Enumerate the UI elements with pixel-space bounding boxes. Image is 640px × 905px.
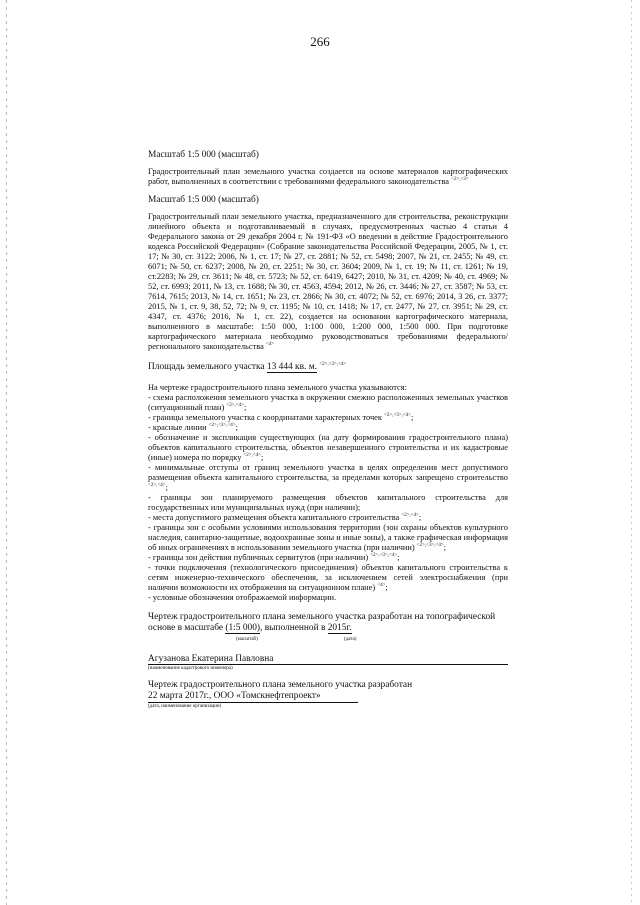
list-item: - схема расположения земельного участка в окружении смежно расположенных земельных участков (ситуационный план) $^{<2>,<4>}$; <box>148 393 508 412</box>
list-item: - границы зон с особыми условиями использования территории (зон охраны объектов культурного наследия, санитарно-защитные, водоохранные зоны и иные зоны), а также графическая информация об иных ограничениях в использовании земельного участка (при наличии) $^{<2>,<3>,<4>}$; <box>148 523 508 552</box>
topo-captions: (масштаб) (дата) <box>236 637 357 642</box>
list-item: - границы земельного участка с координатами характерных точек $^{<2>,<3>,<4>}$; <box>148 413 414 422</box>
drawing-list <box>148 383 508 603</box>
list-item: - красные линии $^{<2>,<3>,<4>}$; <box>148 423 238 432</box>
section2-text: Градостроительный план земельного участка, предназначенного для строительства, реконструкции линейного объекта и подготавливаемый в случаях, предусмотренных частью 4 статьи 4 Федерального закона от 29 декабря 2004 г. № 191-ФЗ «О введении в действие Градостроительного кодекса Российской Федерации» (Собрание законодательства Российской Федерации, 2005, № 1, ст. 17; № 30, ст. 3122; 2006, № 1, ст. 17; № 27, ст. 2881; № 52, ст. 5498; 2007, № 21, ст. 2455; № 49, ст. 6071; № 50, ст. 6237; 2008, № 20, ст. 2251; № 30, ст. 3604; 2009, № 1, ст. 19; № 11, ст. 1261; № 19, ст.2283; № 29, ст. 3611; № 48, ст. 5723; № 52, ст. 6419, 6427; 2010, № 31, ст. 4209; № 40, ст. 4969; № 52, ст. 6993; 2011, № 13, ст. 1688; № 30, ст. 4563, 4594; 2012, № 26, ст. 3446; № 27, ст. 3587; № 53, ст. 7614, 7615; 2013, № 14, ст. 1651; № 23, ст. 2866; № 30, ст. 4072; № 52, ст. 6976; 2014, 3 26, ст. 3377; 2015, № 1, ст. 9, 38, 52, 72; № 9, ст. 1195; № 10, ст. 1418; № 17, ст. 2477, № 27, ст. 3951; № 29, ст. 4347, ст. 4376; 2016, № 1, ст. 22), создается на основании картографического материала, выполненного в масштабе: 1:50 000, 1:100 000, 1:200 000, 1:500 000. При подготовке картографического материала необходимо руководствоваться требованиями федерального/регионального законодательства $^{<4>}$ <box>148 212 508 351</box>
topo-year-value: 2015г. <box>327 623 352 633</box>
developer-statement: Чертеж градостроительного плана земельного участка разработан 22 марта 2017г., ООО «Томскнефтепроект» (дата, наименование организации) <box>148 680 508 710</box>
topo-scale-value: (1:5 000) <box>225 623 261 633</box>
list-item: - точки подключения (технологического присоединения) объектов капитального строительства к сетям инженерно-технического обеспечения, за исключением сетей электроснабжения (при наличии возможности их отображения на ситуационном плане) $^{<4>}$; <box>148 563 508 592</box>
list-item: - обозначение и экспликация существующих (на дату формирования градостроительного плана) объектов капитального строительства, объектов незавершенного строительства и их кадастровые (иные) номера по порядку $^{<2>,<4>}$; <box>148 433 508 462</box>
document-body <box>148 150 508 710</box>
scale-heading-2: Масштаб 1:5 000 (масштаб) <box>148 195 259 205</box>
section1-text: Градостроительный план земельного участка создается на основе материалов картографических работ, выполненных в соответствии с требованиями федерального законодательства $^{<2>,<3>}$ <box>148 167 508 186</box>
area-sup: <2>,<3>,<4> <box>319 361 347 367</box>
scan-edge-right <box>631 0 632 905</box>
list-item: - границы зон планируемого размещения объектов капитального строительства для государственных или муниципальных нужд (при наличии); <box>148 493 508 512</box>
list-item: - границы зон действия публичных сервитутов (при наличии) $^{<2>,<3>,<4>}$; <box>148 553 400 562</box>
area-line <box>148 362 508 372</box>
developer-caption: (дата, наименование организации) <box>148 704 222 709</box>
list-item: - минимальные отступы от границ земельного участка в целях определения мест допустимого размещения объекта капитального строительства, за пределами которых запрещено строительство $^{<2>,<4>}$; <box>148 463 508 492</box>
topo-statement: Чертеж градостроительного плана земельного участка разработан на топографической основе в масштабе (1:5 000), выполненной в 2015г. (масштаб) (дата) <box>148 612 508 642</box>
engineer-caption: (наименование кадастрового инженера) <box>148 666 233 671</box>
scan-edge-left <box>6 0 7 905</box>
drawing-intro: На чертеже градостроительного плана земельного участка указываются: <box>148 383 407 392</box>
engineer-name: Агузанова Екатерина Павловна <box>148 654 508 665</box>
page-number: 266 <box>310 34 330 49</box>
list-item: - условные обозначения отображаемой информации. <box>148 593 337 602</box>
scale-heading-1: Масштаб 1:5 000 (масштаб) <box>148 150 259 160</box>
area-label: Площадь земельного участка <box>148 362 265 372</box>
list-item: - места допустимого размещения объекта капитального строительства $^{<2>,<4>}$; <box>148 513 422 522</box>
area-value: 13 444 кв. м. <box>266 362 317 372</box>
